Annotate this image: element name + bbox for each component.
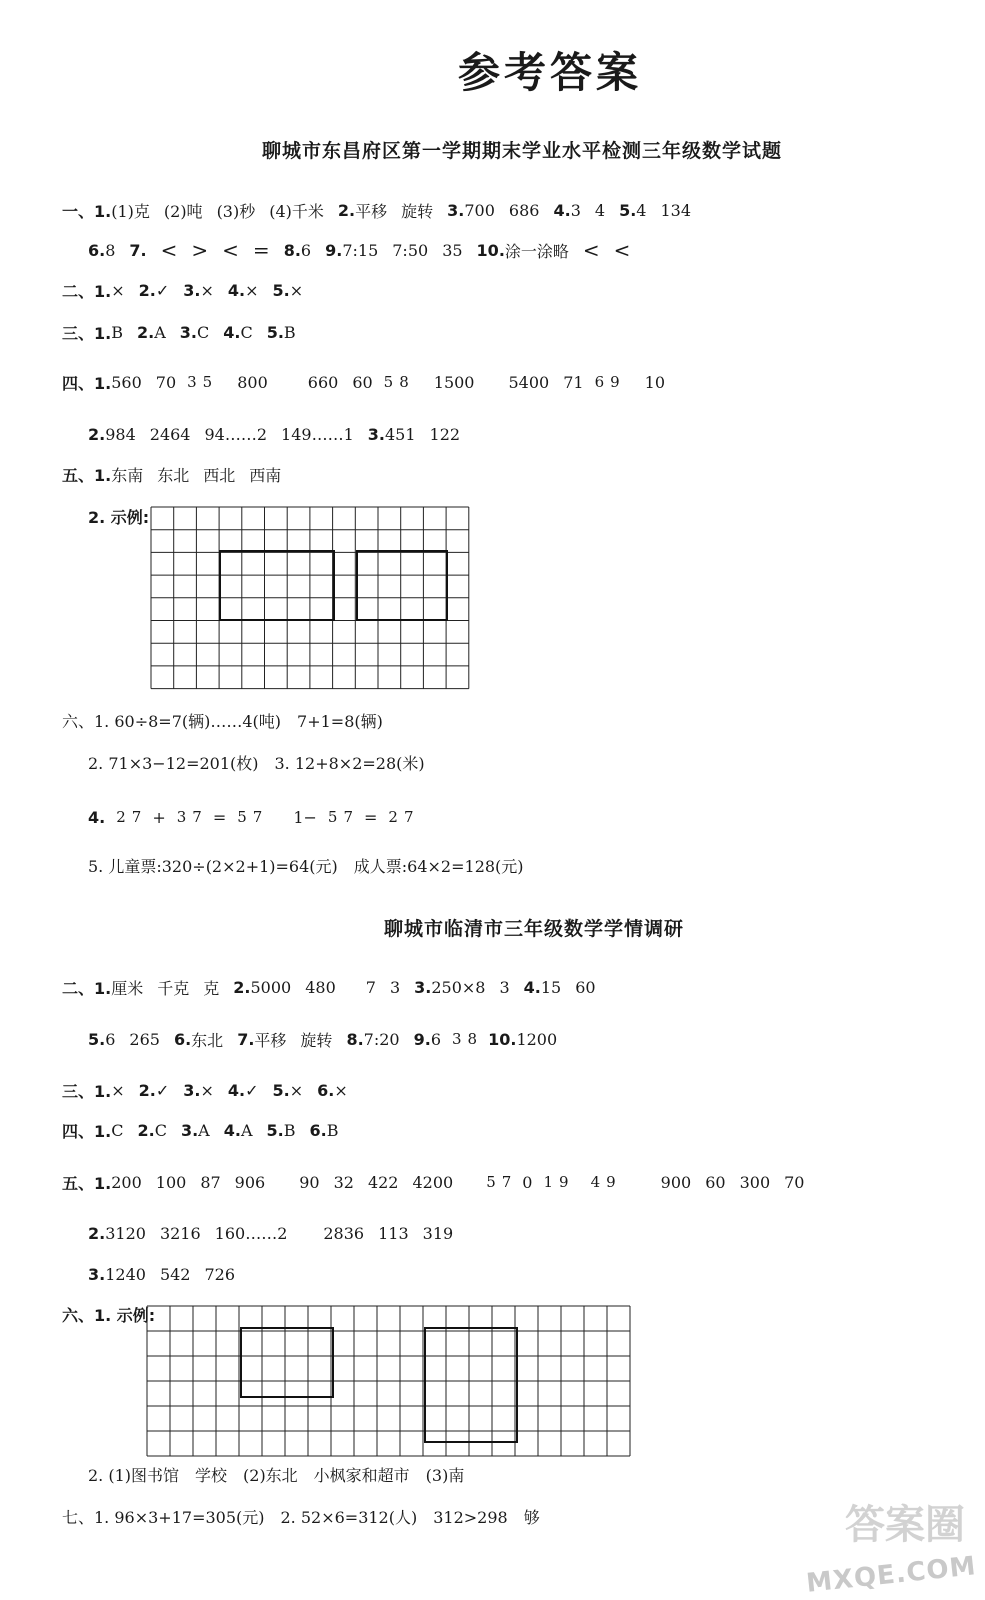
- s2-l3-0: 三、1.: [62, 1081, 112, 1101]
- s1-l2-m: 35: [442, 240, 463, 260]
- s1-l1-g: 旋转: [401, 201, 434, 221]
- frac-num: 5: [327, 807, 338, 826]
- frac-den: 7: [501, 1172, 512, 1191]
- s2-l1-1: 厘米: [111, 978, 144, 998]
- s1-l2-c: 7.: [129, 240, 147, 260]
- frac: [483, 1173, 514, 1192]
- s2-l1-11: 3: [499, 977, 510, 997]
- s2-l3-6: 4.: [227, 1080, 246, 1100]
- s2-l2-j: 7:20: [363, 1029, 400, 1049]
- s2-l6-5: 113: [378, 1223, 409, 1243]
- s1-l4-1: B: [111, 322, 123, 342]
- s1-l5-j: 10: [644, 372, 666, 392]
- op: +: [152, 807, 166, 827]
- s2-l2-l: 6: [430, 1029, 441, 1049]
- s1-l1-i: 700: [464, 200, 495, 220]
- s2-l3-3: ✓: [155, 1080, 170, 1100]
- s1-l4-5: C: [196, 322, 210, 342]
- s1-l2-b: 8: [105, 240, 116, 260]
- s2-l1-9: 3.: [414, 977, 432, 997]
- s2-l4-10: 6.: [309, 1120, 327, 1140]
- s2-l4-9: B: [283, 1120, 296, 1140]
- s2-l2-n: 1200: [516, 1029, 558, 1049]
- frac: [385, 808, 416, 827]
- s2-l4-5: A: [198, 1120, 210, 1140]
- s2-l5-j: 900: [660, 1172, 692, 1192]
- frac-den: 9: [610, 372, 620, 391]
- s1-l4-8: 5.: [266, 322, 284, 342]
- s1-l2-j: 9.: [325, 240, 343, 260]
- s1-l2-h: 8.: [283, 240, 301, 260]
- frac: [540, 1173, 571, 1192]
- s2-l2-b: 6: [105, 1029, 116, 1049]
- s1-l4-4: 3.: [179, 322, 197, 342]
- s1-l4-3: A: [154, 322, 166, 342]
- s2-l5-h: 4200: [412, 1172, 454, 1192]
- s1-l1-e: 2.: [337, 200, 356, 220]
- s1-line6: [88, 412, 460, 456]
- s2-l1-7: 7: [365, 977, 376, 997]
- s1-line2: [88, 228, 630, 272]
- s2-l5-m: 70: [784, 1172, 805, 1192]
- s1-l4-2: 2.: [136, 322, 155, 342]
- s1-l2-i: 6: [300, 240, 312, 260]
- s2-l4-6: 4.: [223, 1120, 241, 1140]
- frac-den: 9: [606, 1172, 616, 1191]
- frac-num: 4: [590, 1172, 601, 1191]
- grid-figure-1: [150, 506, 474, 690]
- s1-l5-i: 71: [563, 372, 584, 392]
- s2-l2-c: 265: [129, 1029, 160, 1049]
- s2-l1-0: 二、1.: [62, 978, 112, 998]
- s1-l5-h: 5400: [508, 372, 550, 392]
- s2-l5-g: 422: [367, 1172, 399, 1192]
- s2-l1-10: 250×8: [431, 977, 486, 997]
- s1-l2-o: 涂一涂略: [504, 241, 569, 261]
- s2-l6-4: 2836: [323, 1223, 365, 1243]
- s1-l1-c: (3)秒: [216, 201, 256, 221]
- s2-l5-l: 300: [739, 1172, 771, 1192]
- s1-l3-2: 2.: [138, 280, 156, 300]
- s1-l2-l: 7:50: [392, 240, 429, 260]
- s1-l6-1: 984: [105, 424, 136, 444]
- frac-den: 7: [343, 807, 353, 826]
- s1-l1-label: 一、1.: [62, 201, 112, 221]
- s1-l6-7: 122: [429, 424, 461, 444]
- s1-line4: [62, 310, 296, 354]
- s2-l1-3: 克: [203, 978, 220, 998]
- s1-l3-4: 3.: [183, 280, 201, 300]
- frac-num: 3: [452, 1029, 462, 1048]
- op: =: [212, 807, 227, 827]
- s2-l5-e: 90: [299, 1172, 320, 1192]
- s1-l6-5: 3.: [367, 424, 385, 444]
- s2-line2: [88, 1017, 557, 1061]
- s1-l2-n: 10.: [476, 240, 505, 260]
- s1-l1-h: 3.: [447, 200, 465, 220]
- s2-l3-1: ×: [111, 1080, 125, 1100]
- s2-l4-1: C: [111, 1120, 124, 1140]
- s2-l1-13: 15: [540, 977, 562, 997]
- s2-l2-h: 旋转: [300, 1030, 333, 1050]
- s1-l1-d: (4)千米: [269, 201, 324, 221]
- s1-l4-9: B: [283, 322, 296, 342]
- s1-l3-8: 5.: [272, 280, 290, 300]
- s1-l2-g: =: [252, 238, 270, 262]
- s2-line1: [62, 965, 596, 1009]
- s2-l5-a: 200: [111, 1172, 142, 1192]
- shape-right: [357, 551, 447, 620]
- frac-num: 2: [388, 807, 398, 826]
- s2-l5-label: 五、1.: [62, 1173, 112, 1193]
- s1-l5-a: 560: [111, 372, 142, 392]
- s1-l7-4: 西南: [249, 465, 282, 485]
- s1-l3-7: ×: [245, 280, 259, 300]
- frac: [234, 808, 265, 827]
- s1-l3-5: ×: [200, 280, 214, 300]
- frac-den: 5: [202, 372, 213, 391]
- s1-l6-4: 149……1: [281, 424, 354, 444]
- s1-l3-1: ×: [111, 280, 125, 300]
- s2-l2-d: 6.: [173, 1029, 192, 1049]
- s1-line12: 5. 儿童票:320÷(2×2+1)=64(元) 成人票:64×2=128(元): [88, 856, 524, 876]
- s2-line3: [62, 1068, 348, 1112]
- s2-l3-4: 3.: [183, 1080, 201, 1100]
- grid-figure-2: [146, 1305, 636, 1459]
- frac-den: 7: [403, 807, 414, 826]
- s2-l7-2: 542: [159, 1264, 191, 1284]
- frac: [174, 808, 205, 827]
- s2-l3-8: 5.: [272, 1080, 290, 1100]
- s1-l11-label: 4.: [88, 807, 106, 827]
- s2-l5-b: 100: [155, 1172, 187, 1192]
- s2-line5: [62, 1160, 804, 1204]
- s2-l2-f: 7.: [237, 1029, 255, 1049]
- s1-l2-q: <: [613, 238, 631, 262]
- s2-l1-8: 3: [389, 977, 401, 997]
- s2-l7-0: 3.: [88, 1264, 106, 1284]
- s2-l2-e: 东北: [191, 1030, 224, 1050]
- s1-line9: 六、1. 60÷8=7(辆)……4(吨) 7+1=8(辆): [62, 711, 383, 731]
- s1-l5-b: 70: [155, 372, 177, 392]
- s1-l3-3: ✓: [155, 280, 170, 300]
- s1-line1: [62, 188, 691, 232]
- frac-den: 8: [399, 372, 409, 391]
- s1-l6-6: 451: [384, 424, 416, 444]
- s2-l2-a: 5.: [88, 1029, 106, 1049]
- s2-l6-2: 3216: [159, 1223, 201, 1243]
- s1-l5-g: 1500: [433, 372, 475, 392]
- s1-l5-c: 800: [237, 372, 268, 392]
- op: 1−: [293, 807, 317, 827]
- s1-l2-p: <: [582, 238, 600, 262]
- s1-l1-m: 4: [594, 200, 606, 220]
- s2-line7: [88, 1252, 235, 1296]
- frac: [113, 808, 144, 827]
- s1-l3-0: 二、1.: [62, 281, 112, 301]
- s1-l5-frac1: [184, 373, 215, 392]
- s1-l6-2: 2464: [149, 424, 191, 444]
- s1-l7-1: 东南: [111, 465, 144, 485]
- s1-l2-a: 6.: [88, 240, 106, 260]
- frac: [325, 808, 356, 827]
- frac: [588, 1173, 619, 1192]
- s2-l2-k: 9.: [413, 1029, 431, 1049]
- shape-right: [425, 1328, 517, 1442]
- s1-l7-2: 东北: [157, 465, 190, 485]
- s2-l4-2: 2.: [137, 1120, 155, 1140]
- s1-line7: [62, 452, 281, 496]
- s1-l6-0: 2.: [88, 424, 106, 444]
- s2-l1-14: 60: [575, 977, 596, 997]
- s1-l5-frac2: [381, 373, 412, 392]
- frac-den: 7: [192, 807, 202, 826]
- s1-l2-e: >: [191, 238, 209, 262]
- s2-l4-3: C: [154, 1120, 167, 1140]
- frac-num: 3: [176, 807, 187, 826]
- s2-l2-m: 10.: [488, 1029, 517, 1049]
- s1-l5-e: 60: [352, 372, 373, 392]
- s1-l7-3: 西北: [203, 465, 236, 485]
- s2-l5-k: 60: [705, 1172, 726, 1192]
- s2-l4-0: 四、1.: [62, 1121, 112, 1141]
- watermark-url: MXQE.COM: [805, 1551, 979, 1599]
- s2-l4-11: B: [326, 1120, 339, 1140]
- s1-l1-k: 4.: [553, 200, 571, 220]
- frac-num: 1: [543, 1172, 554, 1191]
- s2-l7-1: 1240: [105, 1264, 146, 1284]
- s1-line5: [62, 360, 665, 404]
- s2-l1-6: 480: [305, 977, 336, 997]
- frac-num: 5: [383, 372, 394, 391]
- s1-l2-k: 7:15: [342, 240, 379, 260]
- s2-l6-0: 2.: [88, 1223, 106, 1243]
- s2-l3-11: ×: [334, 1080, 348, 1100]
- s2-l2-i: 8.: [346, 1029, 364, 1049]
- frac-den: 7: [131, 807, 142, 826]
- s2-line6: [88, 1211, 453, 1255]
- s2-l5-f: 32: [333, 1172, 354, 1192]
- s1-l2-d: <: [160, 238, 178, 262]
- s1-l1-o: 4: [636, 200, 647, 220]
- s2-l3-7: ✓: [245, 1080, 259, 1100]
- op: =: [364, 807, 378, 827]
- s2-l3-10: 6.: [317, 1080, 335, 1100]
- watermark-logo: 答案圈: [845, 1502, 965, 1548]
- s1-l1-p: 134: [660, 200, 692, 220]
- s2-l6-3: 160……2: [214, 1223, 288, 1243]
- s1-l1-j: 686: [508, 200, 540, 220]
- s1-l4-0: 三、1.: [62, 323, 112, 343]
- s2-l3-9: ×: [289, 1080, 304, 1100]
- s2-l5-c: 87: [200, 1172, 221, 1192]
- s2-l5-d: 906: [234, 1172, 266, 1192]
- s1-l5-d: 660: [307, 372, 339, 392]
- s1-l7-0: 五、1.: [62, 465, 112, 485]
- frac-num: 6: [594, 372, 605, 391]
- shape-left: [220, 551, 334, 620]
- s2-line4: [62, 1108, 338, 1152]
- s1-l3-6: 4.: [227, 280, 246, 300]
- shape-left: [241, 1328, 333, 1397]
- s1-l4-6: 4.: [223, 322, 241, 342]
- s2-l1-4: 2.: [233, 977, 251, 997]
- s1-l2-f: <: [222, 238, 239, 262]
- s1-line3: [62, 268, 303, 312]
- s1-l3-9: ×: [289, 280, 304, 300]
- s2-line10: 七、1. 96×3+17=305(元) 2. 52×6=312(人) 312>298 够: [62, 1507, 540, 1527]
- s2-l6-1: 3120: [105, 1223, 146, 1243]
- section2-heading: 聊城市临清市三年级数学学情调研: [384, 918, 685, 940]
- s2-l2-g: 平移: [254, 1030, 287, 1050]
- s1-l6-3: 94……2: [204, 424, 268, 444]
- s2-line9: 2. (1)图书馆 学校 (2)东北 小枫家和超市 (3)南: [88, 1465, 465, 1485]
- s1-line10: 2. 71×3−12=201(枚) 3. 12+8×2=28(米): [88, 753, 425, 773]
- s1-line8: 2. 示例:: [88, 507, 150, 527]
- frac-num: 5: [486, 1172, 496, 1191]
- s2-l1-12: 4.: [523, 977, 541, 997]
- frac: [449, 1030, 480, 1049]
- s1-l5-label: 四、1.: [62, 373, 112, 393]
- s2-l3-5: ×: [200, 1080, 214, 1100]
- s1-l1-f: 平移: [355, 201, 388, 221]
- s2-l1-2: 千克: [157, 978, 190, 998]
- s2-l5-i: 0: [522, 1172, 533, 1192]
- frac-den: 8: [467, 1029, 478, 1048]
- s2-l4-7: A: [240, 1120, 253, 1140]
- s2-l7-3: 726: [204, 1264, 236, 1284]
- s2-line8: 六、1. 示例:: [62, 1305, 156, 1325]
- s1-l1-l: 3: [570, 200, 581, 220]
- s1-l1-b: (2)吨: [163, 201, 203, 221]
- frac-num: 3: [187, 372, 197, 391]
- page-title: 参考答案: [457, 48, 642, 97]
- section1-heading: 聊城市东昌府区第一学期期末学业水平检测三年级数学试题: [262, 140, 783, 162]
- s2-l4-4: 3.: [180, 1120, 199, 1140]
- s2-l4-8: 5.: [266, 1120, 284, 1140]
- s2-l3-2: 2.: [138, 1080, 156, 1100]
- s2-l1-5: 5000: [250, 977, 292, 997]
- frac-den: 7: [252, 807, 263, 826]
- s1-l1-a: (1)克: [111, 201, 150, 221]
- frac-num: 2: [116, 807, 126, 826]
- s1-line11: [88, 795, 425, 839]
- s1-l5-frac3: [592, 373, 623, 392]
- s2-l6-6: 319: [422, 1223, 454, 1243]
- s1-l4-7: C: [240, 322, 253, 342]
- s1-l1-n: 5.: [619, 200, 637, 220]
- frac-num: 5: [237, 807, 247, 826]
- frac-den: 9: [559, 1172, 569, 1191]
